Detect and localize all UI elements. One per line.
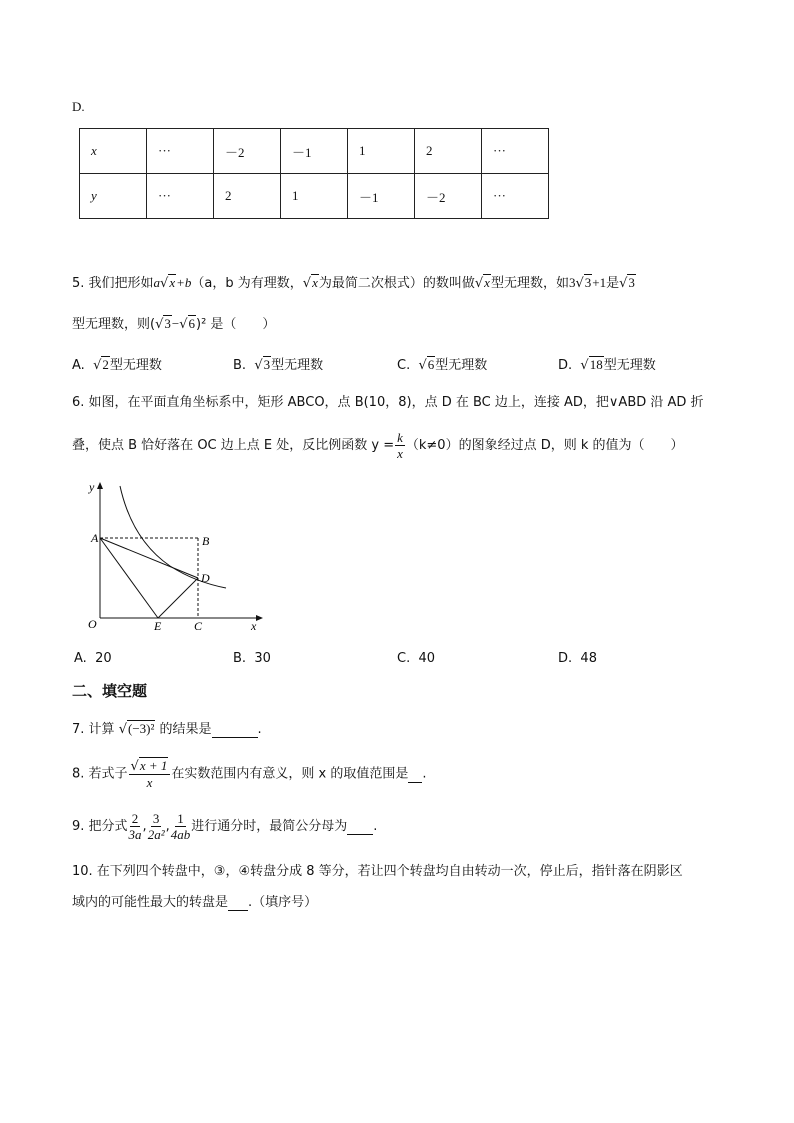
table-cell: 1 — [348, 129, 415, 174]
q6-line2: 叠，使点 B 恰好落在 OC 边上点 E 处，反比例函数 y = $\frac{k}{x}$ （k≠0）的图象经过点 D，则 k 的值为（ ） — [72, 430, 684, 461]
table-cell: 2 — [214, 174, 281, 219]
q5-line2: 型无理数，则(√3−√6)² 是（ ） — [72, 316, 276, 332]
section-title: 二、填空题 — [72, 682, 148, 700]
y-axis-label: y — [89, 480, 95, 494]
hyperbola-curve — [120, 486, 226, 588]
point-B-label: B — [202, 534, 210, 548]
value-table — [79, 128, 549, 219]
q6-option-b[interactable]: B. 30 — [233, 651, 271, 666]
table-cell: ··· — [147, 174, 214, 219]
point-C-label: C — [194, 619, 203, 633]
q10-line1: 10. 在下列四个转盘中，③，④转盘分成 8 等分，若让四个转盘均自由转动一次，停止后，指针落在阴影区 — [72, 864, 683, 879]
q7: 7. 计算 √(−3)² 的结果是 . — [72, 721, 262, 737]
answer-blank[interactable] — [347, 819, 373, 835]
answer-blank[interactable] — [228, 895, 248, 911]
table-cell: －2 — [415, 174, 482, 219]
table-cell: ··· — [482, 174, 549, 219]
table-row-y — [80, 174, 549, 219]
q5-line1: 5. 我们把形如a√x+b（a，b 为有理数，√x为最简二次根式）的数叫做√x型无理数，如3√3+1是√3 — [72, 275, 635, 291]
fraction-sqrt: $\frac{√x + 1}{x}$ — [129, 758, 171, 790]
table-cell: －2 — [214, 129, 281, 174]
q5-option-b[interactable]: B. √3型无理数 — [233, 357, 324, 373]
point-O-label: O — [88, 617, 97, 631]
point-E-label: E — [154, 619, 162, 633]
point-A-label: A — [91, 531, 99, 545]
q6-option-d[interactable]: D. 48 — [558, 651, 597, 666]
q4-option-d-label: D. — [72, 99, 85, 114]
table-cell: －1 — [281, 129, 348, 174]
answer-blank[interactable] — [212, 722, 258, 738]
table-cell: y — [80, 174, 147, 219]
table-row-x — [80, 129, 549, 174]
table-cell: 1 — [281, 174, 348, 219]
x-axis-label: x — [251, 619, 257, 633]
q6-option-c[interactable]: C. 40 — [397, 651, 436, 666]
fraction-2: $\frac{3}{\text{2a²}}$ — [147, 811, 165, 842]
fraction-1: $\frac{2}{3a}$ — [128, 811, 142, 842]
q9: 9. 把分式 $\frac{2}{3a}$ , $\frac{3}{\text{2a²}}$ , $\frac{1}{4ab}$ 进行通分时，最简公分母为 . — [72, 811, 378, 842]
q5-option-c[interactable]: C. √6型无理数 — [397, 357, 488, 373]
table-cell: 2 — [415, 129, 482, 174]
table-cell: －1 — [348, 174, 415, 219]
segment-ED — [158, 578, 198, 618]
q6-option-a[interactable]: A. 20 — [74, 651, 112, 666]
q10-line2: 域内的可能性最大的转盘是 .（填序号） — [72, 895, 318, 910]
table-cell: x — [80, 129, 147, 174]
q5-option-a[interactable]: A. √2型无理数 — [72, 357, 162, 373]
table-cell: ··· — [147, 129, 214, 174]
coordinate-figure — [70, 478, 270, 638]
point-D-label: D — [201, 571, 210, 585]
q5-option-d[interactable]: D. √18型无理数 — [558, 357, 656, 373]
answer-blank[interactable] — [408, 767, 422, 783]
q6-line1: 6. 如图，在平面直角坐标系中，矩形 ABCO，点 B(10，8)，点 D 在 BC 边上，连接 AD，把∨ABD 沿 AD 折 — [72, 395, 704, 410]
q8: 8. 若式子 $\frac{√x + 1}{x}$ 在实数范围内有意义，则 x 的取值范围是 . — [72, 758, 427, 790]
fraction-3: $\frac{1}{4ab}$ — [170, 811, 191, 842]
table-cell: ··· — [482, 129, 549, 174]
fraction-k-over-x: $\frac{k}{x}$ — [397, 430, 403, 461]
